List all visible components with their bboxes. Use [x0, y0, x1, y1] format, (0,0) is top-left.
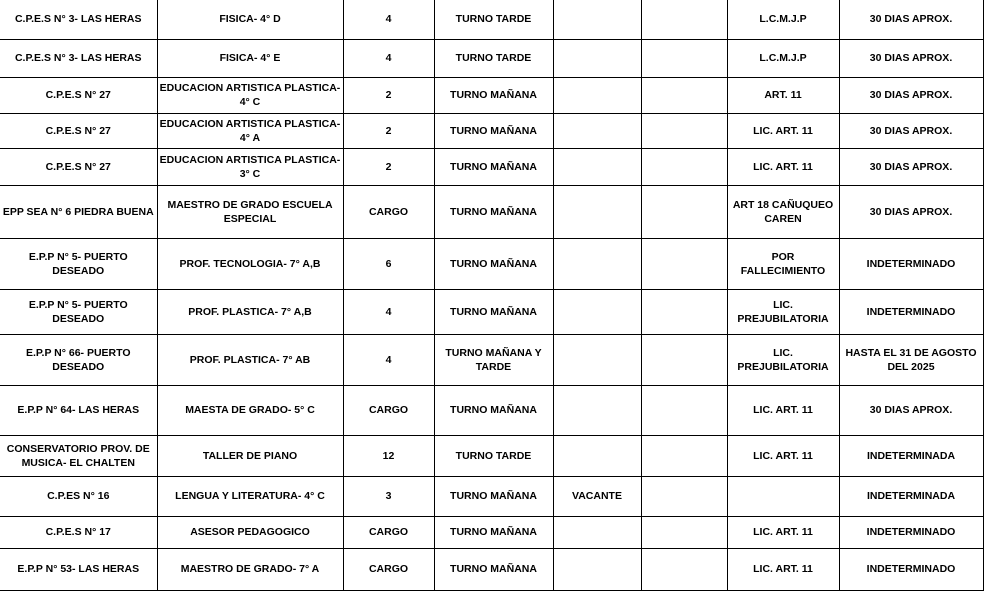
status-cell — [553, 289, 641, 334]
hours-cell: 6 — [343, 238, 434, 289]
status-cell — [553, 516, 641, 548]
school-cell: C.P.E.S N° 27 — [0, 148, 157, 185]
table-row — [0, 385, 983, 435]
subject-cell: EDUCACION ARTISTICA PLASTICA- 3° C — [157, 148, 343, 185]
school-cell: E.P.P N° 64- LAS HERAS — [0, 385, 157, 435]
shift-cell: TURNO TARDE — [434, 435, 553, 476]
reason-cell: LIC. ART. 11 — [727, 548, 839, 590]
shift-cell: TURNO TARDE — [434, 0, 553, 39]
empty-cell — [641, 148, 727, 185]
reason-cell: POR FALLECIMIENTO — [727, 238, 839, 289]
reason-cell: LIC. ART. 11 — [727, 385, 839, 435]
duration-cell: INDETERMINADO — [839, 516, 983, 548]
duration-cell: INDETERMINADA — [839, 435, 983, 476]
empty-cell — [641, 385, 727, 435]
table-row — [0, 0, 983, 39]
table-row — [0, 113, 983, 148]
shift-cell: TURNO MAÑANA — [434, 385, 553, 435]
reason-cell — [727, 476, 839, 516]
subject-cell: FISICA- 4° D — [157, 0, 343, 39]
table-row — [0, 185, 983, 238]
duration-cell: 30 DIAS APROX. — [839, 113, 983, 148]
duration-cell: 30 DIAS APROX. — [839, 148, 983, 185]
duration-cell: 30 DIAS APROX. — [839, 185, 983, 238]
empty-cell — [641, 476, 727, 516]
table-row — [0, 516, 983, 548]
reason-cell: LIC. ART. 11 — [727, 516, 839, 548]
school-cell: E.P.P N° 66- PUERTO DESEADO — [0, 334, 157, 385]
hours-cell: 4 — [343, 289, 434, 334]
hours-cell: CARGO — [343, 516, 434, 548]
hours-cell: 12 — [343, 435, 434, 476]
school-cell: C.P.ES N° 16 — [0, 476, 157, 516]
empty-cell — [641, 435, 727, 476]
hours-cell: 2 — [343, 148, 434, 185]
hours-cell: 2 — [343, 113, 434, 148]
shift-cell: TURNO MAÑANA — [434, 148, 553, 185]
school-cell: E.P.P N° 5- PUERTO DESEADO — [0, 289, 157, 334]
status-cell — [553, 185, 641, 238]
table-row — [0, 289, 983, 334]
status-cell — [553, 435, 641, 476]
duration-cell: INDETERMINADA — [839, 476, 983, 516]
subject-cell: ASESOR PEDAGOGICO — [157, 516, 343, 548]
school-cell: E.P.P N° 5- PUERTO DESEADO — [0, 238, 157, 289]
reason-cell: ART 18 CAÑUQUEO CAREN — [727, 185, 839, 238]
table-row — [0, 334, 983, 385]
hours-cell: CARGO — [343, 548, 434, 590]
status-cell — [553, 148, 641, 185]
shift-cell: TURNO MAÑANA — [434, 77, 553, 113]
table-row — [0, 476, 983, 516]
empty-cell — [641, 0, 727, 39]
reason-cell: ART. 11 — [727, 77, 839, 113]
status-cell — [553, 39, 641, 77]
school-cell: C.P.E.S N° 27 — [0, 113, 157, 148]
reason-cell: L.C.M.J.P — [727, 0, 839, 39]
school-cell: CONSERVATORIO PROV. DE MUSICA- EL CHALTEN — [0, 435, 157, 476]
subject-cell: FISICA- 4° E — [157, 39, 343, 77]
duration-cell: INDETERMINADO — [839, 238, 983, 289]
shift-cell: TURNO MAÑANA — [434, 476, 553, 516]
reason-cell: LIC. ART. 11 — [727, 113, 839, 148]
empty-cell — [641, 77, 727, 113]
duration-cell: INDETERMINADO — [839, 548, 983, 590]
status-cell — [553, 548, 641, 590]
hours-cell: 3 — [343, 476, 434, 516]
hours-cell: CARGO — [343, 385, 434, 435]
shift-cell: TURNO MAÑANA — [434, 516, 553, 548]
table-row — [0, 435, 983, 476]
reason-cell: L.C.M.J.P — [727, 39, 839, 77]
subject-cell: EDUCACION ARTISTICA PLASTICA- 4° C — [157, 77, 343, 113]
shift-cell: TURNO MAÑANA — [434, 113, 553, 148]
empty-cell — [641, 185, 727, 238]
shift-cell: TURNO MAÑANA Y TARDE — [434, 334, 553, 385]
shift-cell: TURNO MAÑANA — [434, 289, 553, 334]
duration-cell: 30 DIAS APROX. — [839, 77, 983, 113]
hours-cell: 4 — [343, 334, 434, 385]
duration-cell: INDETERMINADO — [839, 289, 983, 334]
subject-cell: EDUCACION ARTISTICA PLASTICA- 4° A — [157, 113, 343, 148]
school-cell: C.P.E.S N° 27 — [0, 77, 157, 113]
table-row — [0, 39, 983, 77]
subject-cell: TALLER DE PIANO — [157, 435, 343, 476]
duration-cell: 30 DIAS APROX. — [839, 385, 983, 435]
status-cell — [553, 385, 641, 435]
status-cell — [553, 0, 641, 39]
empty-cell — [641, 39, 727, 77]
status-cell — [553, 113, 641, 148]
reason-cell: LIC. ART. 11 — [727, 435, 839, 476]
hours-cell: CARGO — [343, 185, 434, 238]
empty-cell — [641, 334, 727, 385]
hours-cell: 2 — [343, 77, 434, 113]
status-cell — [553, 238, 641, 289]
empty-cell — [641, 289, 727, 334]
duration-cell: HASTA EL 31 DE AGOSTO DEL 2025 — [839, 334, 983, 385]
shift-cell: TURNO MAÑANA — [434, 238, 553, 289]
shift-cell: TURNO TARDE — [434, 39, 553, 77]
status-cell — [553, 334, 641, 385]
shift-cell: TURNO MAÑANA — [434, 185, 553, 238]
school-cell: EPP SEA N° 6 PIEDRA BUENA — [0, 185, 157, 238]
empty-cell — [641, 548, 727, 590]
hours-cell: 4 — [343, 39, 434, 77]
subject-cell: MAESTRO DE GRADO- 7° A — [157, 548, 343, 590]
empty-cell — [641, 238, 727, 289]
subject-cell: MAESTRO DE GRADO ESCUELA ESPECIAL — [157, 185, 343, 238]
status-cell — [553, 77, 641, 113]
duration-cell: 30 DIAS APROX. — [839, 39, 983, 77]
reason-cell: LIC. ART. 11 — [727, 148, 839, 185]
empty-cell — [641, 516, 727, 548]
table-row — [0, 77, 983, 113]
table-row — [0, 148, 983, 185]
school-cell: E.P.P N° 53- LAS HERAS — [0, 548, 157, 590]
shift-cell: TURNO MAÑANA — [434, 548, 553, 590]
table-row — [0, 548, 983, 590]
duration-cell: 30 DIAS APROX. — [839, 0, 983, 39]
table-row — [0, 238, 983, 289]
subject-cell: PROF. PLASTICA- 7° AB — [157, 334, 343, 385]
school-cell: C.P.E.S N° 17 — [0, 516, 157, 548]
reason-cell: LIC. PREJUBILATORIA — [727, 334, 839, 385]
empty-cell — [641, 113, 727, 148]
subject-cell: MAESTA DE GRADO- 5° C — [157, 385, 343, 435]
school-cell: C.P.E.S N° 3- LAS HERAS — [0, 0, 157, 39]
subject-cell: LENGUA Y LITERATURA- 4° C — [157, 476, 343, 516]
reason-cell: LIC. PREJUBILATORIA — [727, 289, 839, 334]
school-cell: C.P.E.S N° 3- LAS HERAS — [0, 39, 157, 77]
subject-cell: PROF. TECNOLOGIA- 7° A,B — [157, 238, 343, 289]
hours-cell: 4 — [343, 0, 434, 39]
status-cell: VACANTE — [553, 476, 641, 516]
subject-cell: PROF. PLASTICA- 7° A,B — [157, 289, 343, 334]
